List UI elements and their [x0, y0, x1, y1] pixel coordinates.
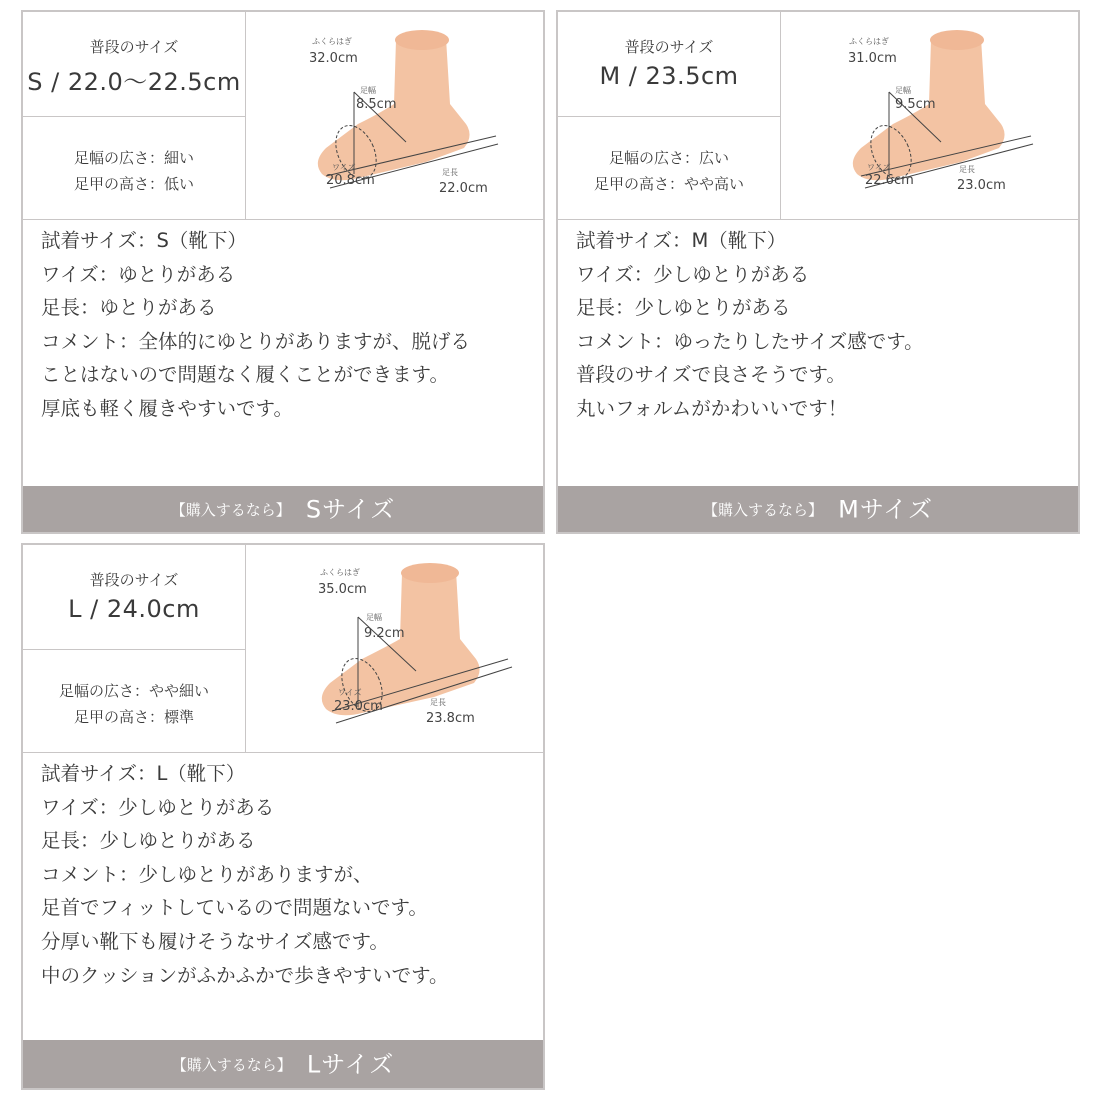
foot-shape-box — [558, 117, 780, 219]
foot-width-label: 足幅 — [366, 613, 382, 622]
foot-illustration — [246, 545, 543, 752]
foot-measurement-diagram — [246, 12, 543, 219]
foot-width-value: 8.5cm — [356, 97, 397, 112]
wise-value: 22.6cm — [865, 173, 914, 188]
size-card-m — [556, 10, 1080, 534]
foot-width-label: 足幅 — [360, 86, 376, 95]
usual-size-value: S / 22.0〜22.5cm — [27, 68, 241, 96]
review-line: コメント：全体的にゆとりがありますが、脱げる — [41, 329, 471, 353]
wise-label: ワイズ — [867, 163, 891, 172]
foot-width-value: 9.2cm — [364, 626, 405, 641]
review-line: 普段のサイズで良さそうです。 — [576, 363, 846, 387]
review-text — [41, 757, 533, 992]
foot-width-text: 足幅の広さ：広い — [608, 149, 729, 167]
review-line: ワイズ：少しゆとりがある — [41, 795, 275, 819]
review-line: 試着サイズ：L（靴下） — [41, 762, 246, 785]
instep-height-text: 足甲の高さ：標準 — [73, 708, 194, 726]
foot-shape-box — [23, 117, 245, 219]
recommended-size-value: Mサイズ — [838, 495, 933, 524]
review-line: 足長：少しゆとりがある — [41, 829, 256, 853]
recommended-size-bar — [23, 1040, 543, 1088]
recommended-size-bar — [23, 486, 543, 532]
wise-label: ワイズ — [338, 688, 362, 697]
size-card-s — [21, 10, 545, 534]
foot-width-text: 足幅の広さ：細い — [73, 149, 194, 167]
wise-label: ワイズ — [332, 163, 356, 172]
foot-measurement-diagram — [246, 545, 543, 752]
review-text — [41, 224, 533, 426]
usual-size-value: M / 23.5cm — [599, 62, 739, 90]
recommended-size-prefix: 【購入するなら】 — [171, 1055, 292, 1074]
review-text — [576, 224, 1068, 426]
foot-length-value: 23.0cm — [957, 178, 1006, 193]
foot-illustration — [246, 12, 543, 219]
calf-label: ふくらはぎ — [320, 568, 360, 577]
foot-length-value: 22.0cm — [439, 181, 488, 196]
recommended-size-value: Lサイズ — [306, 1050, 395, 1079]
review-line: ことはないので問題なく履くことができます。 — [41, 363, 449, 387]
calf-label: ふくらはぎ — [312, 37, 352, 46]
wise-value: 20.8cm — [326, 173, 375, 188]
foot-shape-box — [23, 650, 245, 752]
recommended-size-value: Sサイズ — [305, 495, 396, 524]
instep-height-text: 足甲の高さ：やや高い — [593, 175, 744, 193]
foot-length-label: 足長 — [430, 698, 446, 707]
review-line: ワイズ：少しゆとりがある — [576, 262, 810, 286]
usual-size-caption: 普段のサイズ — [624, 38, 714, 56]
foot-length-label: 足長 — [442, 168, 458, 177]
review-line: コメント：少しゆとりがありますが、 — [41, 862, 373, 886]
calf-value: 32.0cm — [309, 51, 358, 66]
card-header — [558, 12, 1078, 220]
foot-length-value: 23.8cm — [426, 711, 475, 726]
recommended-size-prefix: 【購入するなら】 — [170, 500, 291, 519]
review-line: 試着サイズ：M（靴下） — [576, 229, 787, 252]
review-line: 足首でフィットしているので問題ないです。 — [41, 896, 428, 920]
foot-width-value: 9.5cm — [895, 97, 936, 112]
calf-label: ふくらはぎ — [849, 37, 889, 46]
size-info-panel — [558, 12, 781, 219]
calf-value: 35.0cm — [318, 582, 367, 597]
wise-value: 23.0cm — [334, 699, 383, 714]
recommended-size-prefix: 【購入するなら】 — [703, 500, 824, 519]
review-line: 丸いフォルムがかわいいです！ — [576, 396, 848, 420]
review-line: ワイズ：ゆとりがある — [41, 262, 236, 286]
review-line: 分厚い靴下も履けそうなサイズ感です。 — [41, 929, 389, 953]
foot-width-text: 足幅の広さ：やや細い — [58, 682, 209, 700]
foot-width-label: 足幅 — [895, 86, 911, 95]
usual-size-caption: 普段のサイズ — [89, 571, 179, 589]
review-line: 厚底も軽く履きやすいです。 — [41, 396, 293, 420]
usual-size-box — [23, 12, 245, 117]
usual-size-box — [558, 12, 780, 117]
review-line: 試着サイズ：S（靴下） — [41, 229, 247, 252]
foot-illustration — [781, 12, 1078, 219]
usual-size-value: L / 24.0cm — [68, 595, 200, 623]
review-line: コメント：ゆったりしたサイズ感です。 — [576, 329, 924, 353]
foot-length-label: 足長 — [959, 165, 975, 174]
card-header — [23, 12, 543, 220]
card-header — [23, 545, 543, 753]
review-line: 足長：ゆとりがある — [41, 296, 217, 320]
review-line: 中のクッションがふかふかで歩きやすいです。 — [41, 963, 449, 987]
foot-measurement-diagram — [781, 12, 1078, 219]
usual-size-caption: 普段のサイズ — [89, 38, 179, 56]
size-card-l — [21, 543, 545, 1090]
size-info-panel — [23, 545, 246, 752]
recommended-size-bar — [558, 486, 1078, 532]
calf-value: 31.0cm — [848, 51, 897, 66]
review-line: 足長：少しゆとりがある — [576, 296, 791, 320]
instep-height-text: 足甲の高さ：低い — [73, 175, 194, 193]
size-info-panel — [23, 12, 246, 219]
usual-size-box — [23, 545, 245, 650]
